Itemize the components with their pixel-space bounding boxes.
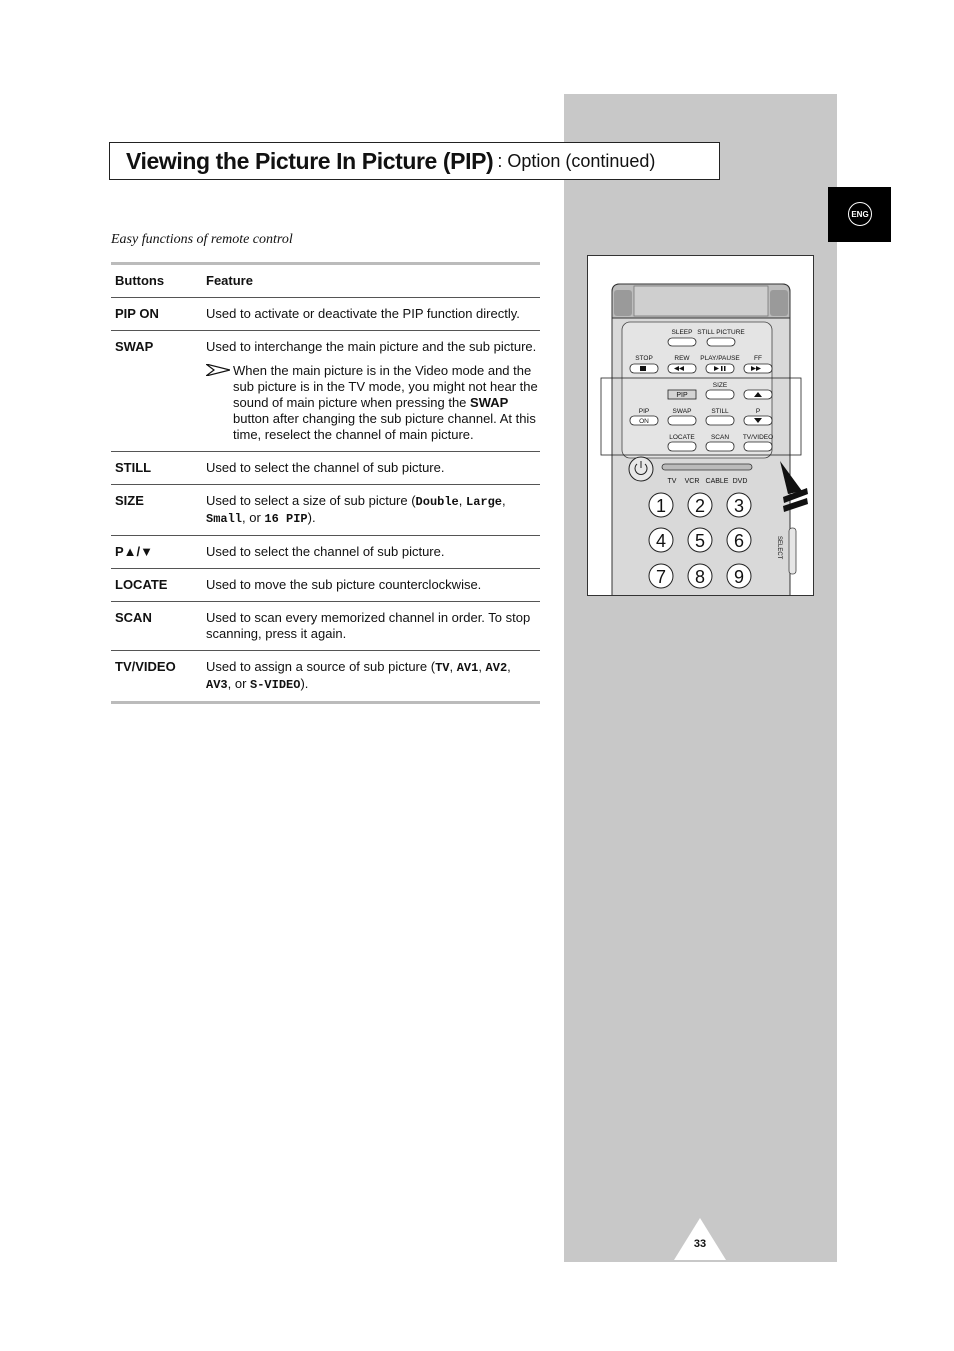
- note-text: When the main picture is in the Video mode and the sub picture is in the TV mode, you might not hear the sound of main picture when pressing the SWAP button after changing the sub picture channel. At this time, reselect the channel of main picture.: [233, 363, 538, 442]
- table-row: [111, 298, 540, 331]
- feature-description: Used to move the sub picture counterclockwise.: [206, 577, 482, 592]
- digit-3: 3: [733, 496, 745, 516]
- button-name: STILL: [115, 460, 152, 475]
- button-name: SWAP: [115, 339, 154, 354]
- remote-label-play-pause: PLAY/PAUSE: [700, 355, 740, 362]
- feature-description: Used to select the channel of sub picture.: [206, 544, 445, 559]
- remote-label-on: ON: [639, 418, 649, 425]
- remote-label-pip: PIP: [676, 392, 688, 399]
- button-name: LOCATE: [115, 577, 168, 592]
- button-name: PIP ON: [115, 306, 159, 321]
- table-row: [111, 452, 540, 485]
- page-title-box: [109, 142, 720, 180]
- remote-label-still: STILL: [711, 408, 729, 415]
- feature-table: [111, 262, 540, 704]
- digit-1: 1: [655, 496, 667, 516]
- language-badge: ENG: [848, 202, 872, 226]
- feature-description: Used to select the channel of sub picture.: [206, 460, 445, 475]
- feature-description: Used to interchange the main picture and the sub picture.: [206, 339, 537, 354]
- table-header-row: [111, 265, 540, 298]
- remote-label-tv: TV: [667, 478, 677, 485]
- remote-illustration: [587, 255, 814, 596]
- remote-label-select: SELECT: [776, 536, 782, 560]
- digit-6: 6: [733, 531, 745, 551]
- column-header-feature: Feature: [206, 273, 253, 288]
- page-number: 33: [693, 1238, 707, 1250]
- language-tab: [828, 187, 891, 242]
- remote-label-stop: STOP: [635, 355, 653, 362]
- remote-label-scan: SCAN: [710, 434, 730, 441]
- page-title: Viewing the Picture In Picture (PIP): [126, 147, 494, 174]
- table-row: [111, 536, 540, 569]
- digit-2: 2: [694, 496, 706, 516]
- digit-keys: [649, 493, 751, 588]
- digit-7: 7: [655, 567, 667, 587]
- button-name: P▲/▼: [115, 544, 154, 559]
- remote-label-sleep: SLEEP: [671, 329, 693, 336]
- column-header-buttons: Buttons: [115, 273, 165, 288]
- digit-5: 5: [694, 531, 706, 551]
- remote-label-pip-left: PIP: [638, 408, 650, 415]
- digit-4: 4: [655, 531, 667, 551]
- page-subtitle: : Option (continued): [497, 150, 656, 171]
- feature-description: Used to select a size of sub picture (Double, Large, Small, or 16 PIP).: [206, 493, 506, 526]
- remote-label-dvd: DVD: [732, 478, 748, 485]
- remote-label-swap: SWAP: [672, 408, 692, 415]
- note-arrow-icon: [206, 363, 233, 443]
- remote-label-tv-video: TV/VIDEO: [742, 434, 774, 441]
- feature-cell: [206, 339, 540, 443]
- button-name: SIZE: [115, 493, 144, 508]
- remote-label-locate: LOCATE: [669, 434, 695, 441]
- table-row: [111, 569, 540, 602]
- remote-label-size: SIZE: [712, 382, 728, 389]
- remote-label-still-picture: STILL PICTURE: [697, 329, 745, 336]
- remote-label-vcr: VCR: [684, 478, 700, 485]
- remote-label-p: P: [755, 408, 761, 415]
- table-row: [111, 651, 540, 701]
- remote-label-ff: FF: [754, 355, 762, 362]
- remote-label-cable: CABLE: [705, 478, 729, 485]
- button-name: SCAN: [115, 610, 152, 625]
- feature-description: Used to activate or deactivate the PIP function directly.: [206, 306, 520, 321]
- note: [206, 363, 538, 443]
- table-row: [111, 331, 540, 452]
- digit-9: 9: [733, 567, 745, 587]
- table-row: [111, 602, 540, 651]
- button-name: TV/VIDEO: [115, 659, 176, 674]
- table-row: [111, 485, 540, 536]
- remote-label-rew: REW: [674, 355, 690, 362]
- page-number-badge: [674, 1218, 726, 1260]
- section-heading: Easy functions of remote control: [111, 232, 293, 247]
- digit-8: 8: [694, 567, 706, 587]
- feature-description: Used to scan every memorized channel in order. To stop scanning, press it again.: [206, 610, 531, 641]
- feature-description: Used to assign a source of sub picture (TV, AV1, AV2, AV3, or S-VIDEO).: [206, 659, 511, 692]
